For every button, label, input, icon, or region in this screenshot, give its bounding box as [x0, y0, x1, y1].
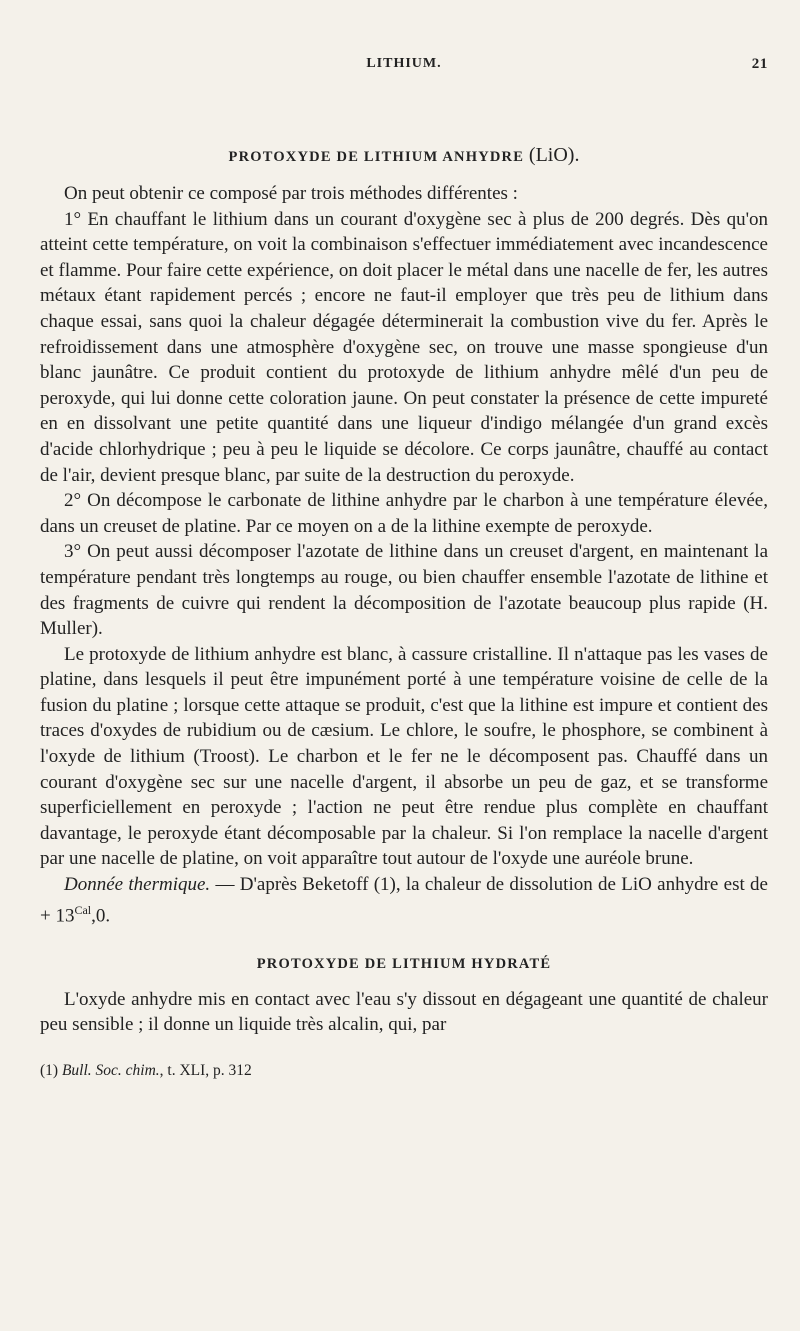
section-title-text: PROTOXYDE DE LITHIUM HYDRATÉ [256, 955, 552, 972]
paragraph: 1° En chauffant le lithium dans un courant d'oxygène sec à plus de 200 degrés. Dès qu'on atteint cette température, on voit la combinaison s'effectuer immédiatement avec incandescence et flamme. Pour faire cette expérience, on doit placer le métal dans une nacelle de fer, les autres métaux étant rapidement percés ; encore ne faut-il employer que très peu de lithium dans chaque essai, sans quoi la chaleur dégagée déterminerait la combustion vive du fer. Après le refroidissement dans une atmosphère d'oxygène sec, on trouve une masse spongieuse d'un blanc jaunâtre. Ce produit contient du protoxyde de lithium anhydre mêlé d'un peu de peroxyde, qui lui donne cette coloration jaune. On peut constater la présence de cette impureté en en dissolvant une petite quantité dans une liqueur d'indigo mélangée d'un grand excès d'acide chlorhydrique ; peu à peu le liquide se décolore. Ce corps jaunâtre, chauffé au contact de l'air, devient presque blanc, par suite de la destruction du peroxyde. [40, 208, 768, 486]
thermo-lead: Donnée thermique. [64, 874, 211, 896]
thermo-paragraph [40, 872, 768, 929]
thermo-end: ,0. [91, 904, 111, 926]
paragraph: On peut obtenir ce composé par trois méthodes différentes : [64, 183, 518, 204]
paragraph: 3° On peut aussi décomposer l'azotate de lithine dans un creuset d'argent, en maintenant la température pendant très longtemps au rouge, ou bien chauffer ensemble l'azotate de lithine et des fragments de cuivre qui rendent la décomposition de l'azotate beaucoup plus rapide (H. Muller). [40, 541, 768, 640]
footnote-marker: (1) [40, 1061, 62, 1079]
section-formula: (LiO). [528, 144, 580, 166]
page [40, 56, 768, 1080]
running-head-title: LITHIUM. [366, 56, 442, 71]
running-head [40, 56, 768, 82]
footnote-ref: , t. XLI, p. 312 [159, 1061, 252, 1079]
paragraph: L'oxyde anhydre mis en contact avec l'eau s'y dissout en dégageant une quantité de chaleur peu sensible ; il donne un liquide très alcalin, qui, par [40, 988, 768, 1036]
footnote-journal: Bull. Soc. chim. [61, 1061, 160, 1079]
section-title-anhydre [40, 144, 768, 167]
paragraph: Le protoxyde de lithium anhydre est blanc, à cassure cristalline. Il n'attaque pas les vases de platine, dans lesquels il peut être impunément porté à une température voisine de celle de la fusion du platine ; lorsque cette attaque se produit, c'est que la lithine est impure et contient des traces d'oxydes de rubidium ou de cæsium. Le chlore, le soufre, le phosphore, se combinent à l'oxyde de lithium (Troost). Le charbon et le fer ne le décomposent pas. Chauffé dans un courant d'oxygène sec sur une nacelle d'argent, il absorbe un peu de gaz, et se transforme superficiellement en peroxyde ; l'action ne peut être rendue plus complète en chauffant davantage, le peroxyde étant décomposable par la chaleur. Si l'on remplace la nacelle d'argent par une nacelle de platine, on voit apparaître tout autour de l'oxyde une auréole brune. [40, 643, 768, 870]
paragraph: 2° On décompose le carbonate de lithine anhydre par le charbon à une température élevée, dans un creuset de platine. Par ce moyen on a de la lithine exempte de peroxyde. [40, 490, 768, 537]
page-number: 21 [751, 56, 768, 72]
section-title-text: PROTOXYDE DE LITHIUM ANHYDRE [228, 149, 525, 165]
section-body-hydrate [40, 987, 768, 1038]
thermo-unit: Cal [74, 902, 92, 917]
section-body-anhydre [40, 181, 768, 929]
section-title-hydrate [40, 956, 768, 973]
thermo-text: — D'après Beketoff (1), la chaleur de dissolution de LiO anhydre est de + 13 [40, 874, 768, 926]
footnote [40, 1062, 768, 1080]
